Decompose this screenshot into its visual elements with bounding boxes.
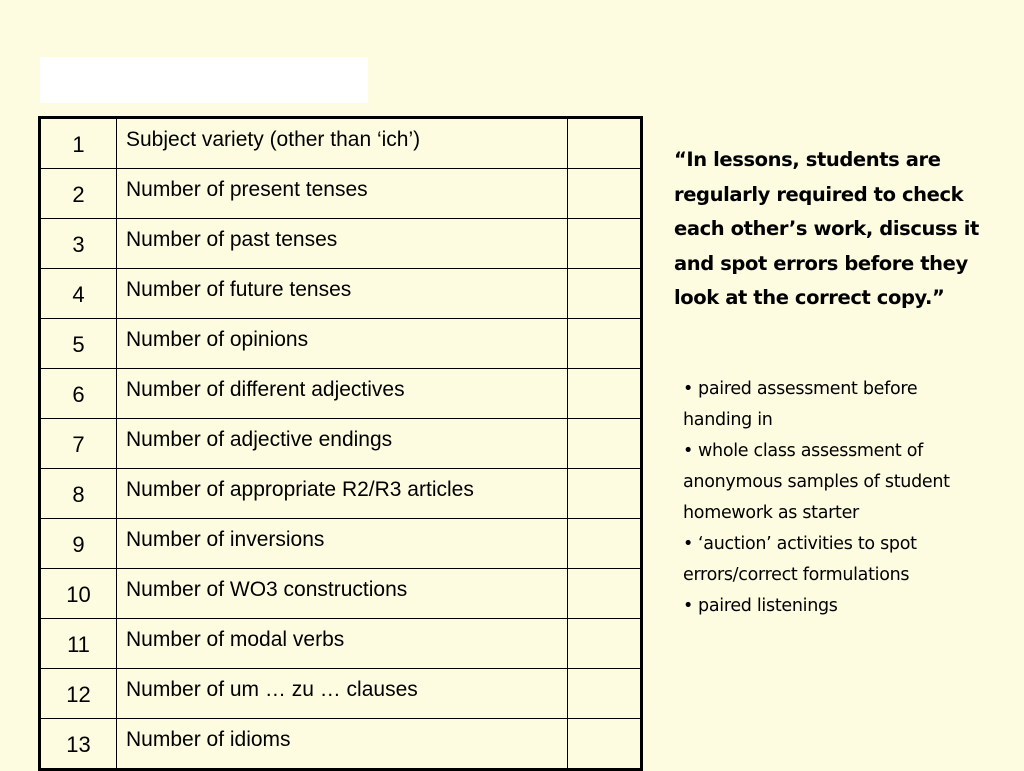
criterion-label: Number of inversions (117, 519, 568, 569)
row-number: 8 (40, 469, 117, 519)
criterion-label: Number of future tenses (117, 269, 568, 319)
bullet-text: paired assessment before handing in (683, 379, 918, 430)
table-row (40, 619, 642, 669)
row-number: 1 (40, 118, 117, 169)
table-row (40, 219, 642, 269)
row-number: 9 (40, 519, 117, 569)
row-number: 3 (40, 219, 117, 269)
row-number: 2 (40, 169, 117, 219)
bullet-dot-icon: • (683, 534, 694, 554)
row-number: 12 (40, 669, 117, 719)
criterion-label: Number of past tenses (117, 219, 568, 269)
bullet-dot-icon: • (683, 379, 694, 399)
score-cell (568, 369, 642, 419)
row-number: 6 (40, 369, 117, 419)
bullet-item (683, 591, 983, 622)
table-row (40, 669, 642, 719)
row-number: 7 (40, 419, 117, 469)
score-cell (568, 519, 642, 569)
row-number: 10 (40, 569, 117, 619)
table-row (40, 469, 642, 519)
bullet-item (683, 529, 983, 591)
score-cell (568, 118, 642, 169)
row-number: 4 (40, 269, 117, 319)
score-cell (568, 719, 642, 770)
checklist-table (38, 116, 643, 771)
criterion-label: Number of modal verbs (117, 619, 568, 669)
bullet-item (683, 374, 983, 436)
quote-text: “In lessons, students are regularly required to check each other’s work, discuss it and spot errors before they look at the correct copy.” (674, 148, 979, 309)
score-cell (568, 169, 642, 219)
score-cell (568, 569, 642, 619)
bullet-dot-icon: • (683, 441, 694, 461)
criterion-label: Number of idioms (117, 719, 568, 770)
bullet-text: paired listenings (698, 596, 838, 616)
criterion-label: Subject variety (other than ‘ich’) (117, 118, 568, 169)
table-row (40, 569, 642, 619)
score-cell (568, 219, 642, 269)
criterion-label: Number of present tenses (117, 169, 568, 219)
criterion-label: Number of WO3 constructions (117, 569, 568, 619)
score-cell (568, 469, 642, 519)
bullet-text: ‘auction’ activities to spot errors/correct formulations (683, 534, 917, 585)
row-number: 13 (40, 719, 117, 770)
criterion-label: Number of different adjectives (117, 369, 568, 419)
bullet-text: whole class assessment of anonymous samples of student homework as starter (683, 441, 950, 523)
score-cell (568, 319, 642, 369)
table-row (40, 369, 642, 419)
criterion-label: Number of opinions (117, 319, 568, 369)
score-cell (568, 269, 642, 319)
criterion-label: Number of um … zu … clauses (117, 669, 568, 719)
score-cell (568, 619, 642, 669)
bullet-item (683, 436, 983, 529)
bullet-dot-icon: • (683, 596, 694, 616)
criterion-label: Number of adjective endings (117, 419, 568, 469)
score-cell (568, 669, 642, 719)
row-number: 11 (40, 619, 117, 669)
table-row (40, 419, 642, 469)
score-cell (568, 419, 642, 469)
blank-title-box (40, 57, 368, 103)
table-row (40, 719, 642, 770)
bullet-list (683, 374, 983, 622)
criterion-label: Number of appropriate R2/R3 articles (117, 469, 568, 519)
table-row (40, 519, 642, 569)
table-row (40, 319, 642, 369)
row-number: 5 (40, 319, 117, 369)
table-row (40, 118, 642, 169)
table-row (40, 169, 642, 219)
table-row (40, 269, 642, 319)
